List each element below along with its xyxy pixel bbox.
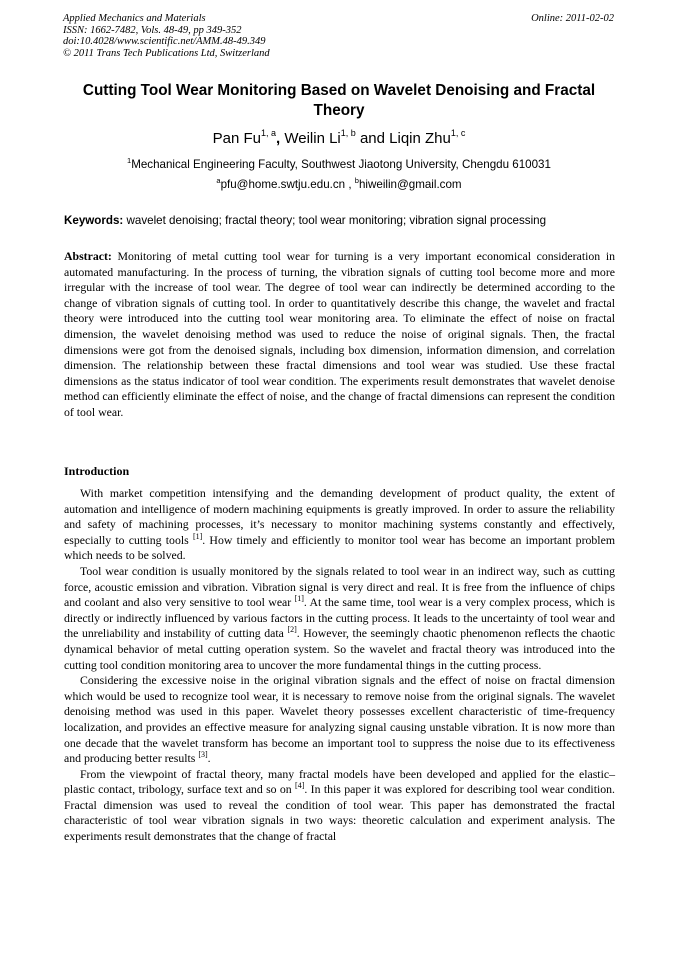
author-separator: , [276,130,285,147]
email-marker: a [216,176,221,185]
paragraph [64,673,615,767]
abstract-label: Abstract: [64,249,112,263]
email-link[interactable]: hiweilin@gmail.com [358,178,462,191]
doi-link[interactable]: doi:10.4028/www.scientific.net/AMM.48-49.349 [63,36,266,48]
paragraph [64,486,615,564]
paragraph-text: . How timely and efficiently to monitor tool wear has become an important problem which needs to be solved. [64,532,615,563]
paragraph [64,564,615,673]
paper-title: Cutting Tool Wear Monitoring Based on Wavelet Denoising and Fractal Theory [82,82,596,119]
affiliation-text: Mechanical Engineering Faculty, Southwest Jiaotong University, Chengdu 610031 [131,158,551,171]
paragraph-text: Considering the excessive noise in the original vibration signals and the effect of noise on fractal dimension which would be used to recognize tool wear, it is necessary to remove noise from the original signals. The wavelet denoising method was used in this paper. Wavelet theory possesses excellent characteristic of time-frequency localization, and provides an effective measure for analyzing signal causing unstable vibration. It is now more than one decade that the wavelet transform has become an important tool to suppress the noise due to its effectiveness and producing better results [64,673,615,766]
paragraph-text: From the viewpoint of fractal theory, many fractal models have been developed and applied for the elastic–plastic contact, tribology, surface text and so on [64,766,615,797]
author-affiliation-marker: 1, b [340,128,356,138]
introduction-body [64,486,615,845]
paragraph-text: . In this paper it was explored for describing tool wear condition. Fractal dimension was used to reveal the condition of tool wear. This paper has demonstrated the fractal characteristic of tool wear vibration signals in two ways: theoretic calculation and experiment analysis. The experiments result demonstrates that the change of fractal [64,782,616,844]
author-name: Weilin Li [284,130,341,147]
affiliation [60,157,618,172]
journal-name: Applied Mechanics and Materials [63,13,206,24]
citation[interactable]: [1] [294,594,304,604]
paragraph-text: . At the same time, tool wear is a very complex process, which is directly or indirectly influenced by various factors in the cutting process. It leads to the uncertainty of tool wear and the unreliability and instability of cutting data [64,595,615,641]
keywords [64,213,616,228]
citation[interactable]: [3] [198,750,208,760]
issn-line: ISSN: 1662-7482, Vols. 48-49, pp 349-352 [63,24,242,36]
copyright-line: © 2011 Trans Tech Publications Ltd, Switzerland [63,47,270,59]
author-affiliation-marker: 1, c [450,128,466,138]
abstract-text: Monitoring of metal cutting tool wear for turning is a very important economical consideration in automated manufacturing. In the process of turning, the vibration signals of cutting tool become more and more irregular with the increase of tool wear. The degree of tool wear can indirectly be determined according to the change of vibration signals of cutting tool. In order to quantitatively describe this change, the wavelet and fractal theory were introduced into the cutting tool wear monitoring area. To eliminate the effect of noise on fractal dimension, the wavelet denoising method was used to reduce the noise of original signals. Then, the fractal dimensions were got from the denoised signals, including box dimension, information dimension, and correlation dimension. The relationship between these fractal dimensions and tool wear was studied. Use these fractal dimensions as the status indicator of tool wear condition. The experiments result demonstrates that wavelet denoise method can efficiently eliminate the effect of noise, and the change of fractal dimensions can represent the condition of tool wear. [64,249,615,419]
author-emails [60,177,618,192]
paragraph [64,767,615,845]
abstract [64,249,615,421]
author-affiliation-marker: 1, a [260,128,276,138]
citation[interactable]: [1] [192,531,203,541]
paragraph-text: . However, the seemingly chaotic phenomenon reflects the chaotic dynamical behavior of metal cutting operation system. So the wavelet and fractal theory was introduced into the cutting tool condition monitoring area to uncover the more fundamental things in the cutting process. [64,626,615,672]
keywords-text: wavelet denoising; fractal theory; tool wear monitoring; vibration signal processing [126,214,547,227]
online-date: Online: 2011-02-02 [531,13,614,24]
author-name: Pan Fu [212,130,261,147]
email-link[interactable]: pfu@home.swtju.edu.cn , [220,178,352,191]
author-list [60,129,618,149]
journal-header [63,13,443,59]
section-heading-introduction: Introduction [64,464,130,478]
citation[interactable]: [4] [295,781,305,791]
keywords-label: Keywords: [64,214,124,227]
paragraph-text: Tool wear condition is usually monitored by the signals related to tool wear in an indirect way, such as cutting force, acoustic emission and vibration. Vibration signal is very direct and real. It is free from the influence of chips and coolant and also very sensitive to tool wear [64,563,615,610]
citation[interactable]: [2] [287,625,297,635]
author-name: Liqin Zhu [389,130,451,147]
paragraph-text: With market competition intensifying and the demanding development of product quality, the extent of automation and intelligence of modern machining equipments is greatly improved. In order to assure the reliability and safety of machining processes, it’s necessary to monitor machining systems constantly and effectively, especially to cutting tools [64,486,615,547]
affiliation-marker: 1 [127,156,132,165]
author-conjunction: and [359,130,385,147]
paragraph-text: . [207,751,211,766]
email-marker: b [354,176,359,185]
